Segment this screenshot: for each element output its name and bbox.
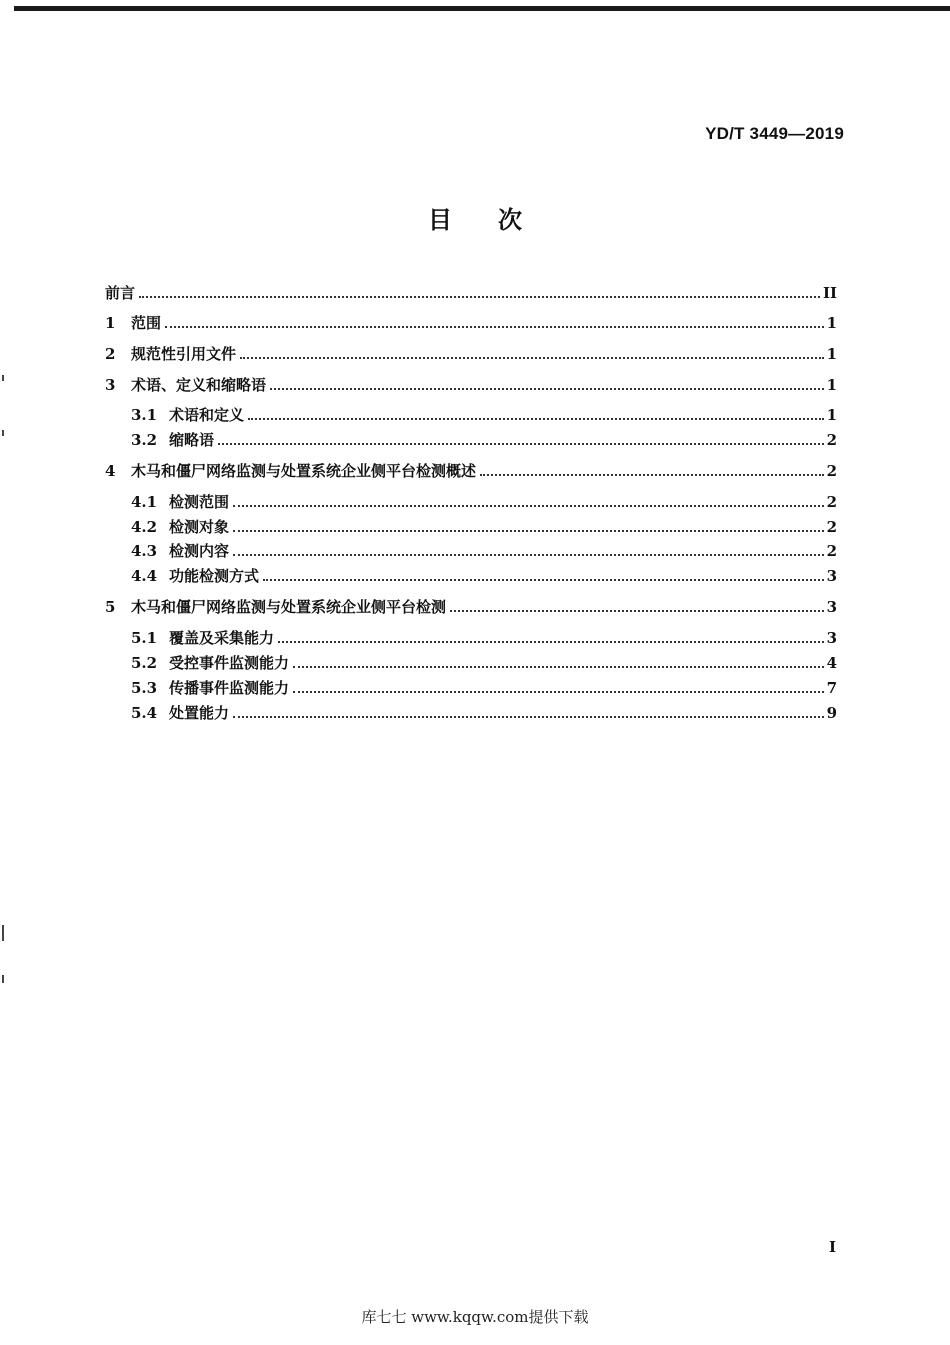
toc-entry-page: 2 xyxy=(826,431,837,449)
toc-entry-number: 5.3 xyxy=(131,679,158,697)
toc-leader-dots xyxy=(263,579,824,581)
toc-entry-page: 1 xyxy=(826,406,837,424)
toc-entry-page: 2 xyxy=(826,493,837,511)
toc-entry-number: 5.1 xyxy=(131,629,158,647)
toc-entry-page: 9 xyxy=(826,704,837,722)
toc-entry-5-3[interactable] xyxy=(131,677,837,697)
standard-number: YD/T 3449—2019 xyxy=(705,124,844,143)
toc-entry-number: 4.1 xyxy=(131,493,158,511)
toc-entry-5-2[interactable] xyxy=(131,652,837,672)
scan-artifact xyxy=(2,375,4,381)
toc-entry-text: 术语和定义 xyxy=(169,406,245,424)
toc-entry-text: 范围 xyxy=(131,314,162,332)
toc-leader-dots xyxy=(233,716,824,718)
toc-entry-4-4[interactable] xyxy=(131,565,837,585)
toc-leader-dots xyxy=(240,357,824,359)
toc-entry-page: 2 xyxy=(826,518,837,536)
toc-entry-3[interactable] xyxy=(105,374,837,394)
page-number: I xyxy=(828,1238,836,1256)
toc-entry-text: 检测对象 xyxy=(169,518,230,536)
scan-artifact xyxy=(2,975,4,983)
toc-entry-number: 5.4 xyxy=(131,704,158,722)
toc-entry-text: 木马和僵尸网络监测与处置系统企业侧平台检测 xyxy=(131,598,447,616)
toc-entry-5[interactable] xyxy=(105,596,837,616)
scan-artifact xyxy=(2,430,4,436)
toc-leader-dots xyxy=(233,530,824,532)
toc-entry-number: 4.4 xyxy=(131,567,158,585)
toc-entry-text: 覆盖及采集能力 xyxy=(169,629,275,647)
toc-entry-text: 检测内容 xyxy=(169,542,230,560)
toc-entry-page: 1 xyxy=(826,376,837,394)
toc-entry-4-1[interactable] xyxy=(131,491,837,511)
toc-entry-text: 检测范围 xyxy=(169,493,230,511)
toc-entry-5-4[interactable] xyxy=(131,702,837,722)
toc-entry-page: 2 xyxy=(826,542,837,560)
toc-leader-dots xyxy=(218,443,824,445)
toc-title-char-2: 次 xyxy=(498,206,522,234)
toc-entry-text: 处置能力 xyxy=(169,704,230,722)
toc-entry-4[interactable] xyxy=(105,460,837,480)
toc-entry-text: 术语、定义和缩略语 xyxy=(131,376,267,394)
toc-leader-dots xyxy=(450,610,824,612)
toc-entry-text: 传播事件监测能力 xyxy=(169,679,290,697)
toc-entry-4-3[interactable] xyxy=(131,540,837,560)
toc-entry-number: 5.2 xyxy=(131,654,158,672)
toc-leader-dots xyxy=(293,666,824,668)
toc-entry-page: 7 xyxy=(826,679,837,697)
toc-title-char-1: 目 xyxy=(428,206,452,234)
toc-leader-dots xyxy=(165,326,824,328)
toc-entry-text: 规范性引用文件 xyxy=(131,345,237,363)
toc-entry-number: 4.3 xyxy=(131,542,158,560)
toc-entry-text: 木马和僵尸网络监测与处置系统企业侧平台检测概述 xyxy=(131,462,477,480)
toc-leader-dots xyxy=(233,505,824,507)
download-watermark: 库七七 www.kqqw.com提供下载 xyxy=(361,1308,589,1326)
toc-entry-number: 2 xyxy=(105,345,116,363)
toc-leader-dots xyxy=(278,641,824,643)
toc-entry-foreword[interactable] xyxy=(105,282,837,302)
toc-entry-text: 受控事件监测能力 xyxy=(169,654,290,672)
toc-entry-text: 功能检测方式 xyxy=(169,567,260,585)
toc-entry-number: 5 xyxy=(105,598,116,616)
toc-entry-text: 缩略语 xyxy=(169,431,215,449)
toc-entry-number: 3.1 xyxy=(131,406,158,424)
toc-entry-page: 2 xyxy=(826,462,837,480)
toc-leader-dots xyxy=(233,554,824,556)
toc-entry-number: 4 xyxy=(105,462,116,480)
toc-leader-dots xyxy=(270,388,824,390)
toc-entry-number: 3.2 xyxy=(131,431,158,449)
toc-entry-number: 4.2 xyxy=(131,518,158,536)
toc-leader-dots xyxy=(293,691,824,693)
toc-entry-page: 3 xyxy=(826,567,837,585)
scan-artifact xyxy=(2,925,4,941)
toc-entry-page: 4 xyxy=(826,654,837,672)
toc-entry-page: 3 xyxy=(826,629,837,647)
toc-entry-number: 1 xyxy=(105,314,116,332)
toc-entry-page: 3 xyxy=(826,598,837,616)
toc-leader-dots xyxy=(248,418,824,420)
toc-entry-number: 3 xyxy=(105,376,116,394)
toc-entry-page: 1 xyxy=(826,345,837,363)
toc-entry-page: 1 xyxy=(826,314,837,332)
toc-entry-3-2[interactable] xyxy=(131,429,837,449)
toc-leader-dots xyxy=(139,296,820,298)
toc-entry-4-2[interactable] xyxy=(131,516,837,536)
toc-entry-3-1[interactable] xyxy=(131,404,837,424)
toc-leader-dots xyxy=(480,474,824,476)
toc-entry-5-1[interactable] xyxy=(131,627,837,647)
toc-entry-2[interactable] xyxy=(105,343,837,363)
toc-entry-text: 前言 xyxy=(105,284,136,302)
toc-entry-1[interactable] xyxy=(105,312,837,332)
toc-entry-page: II xyxy=(822,284,837,302)
